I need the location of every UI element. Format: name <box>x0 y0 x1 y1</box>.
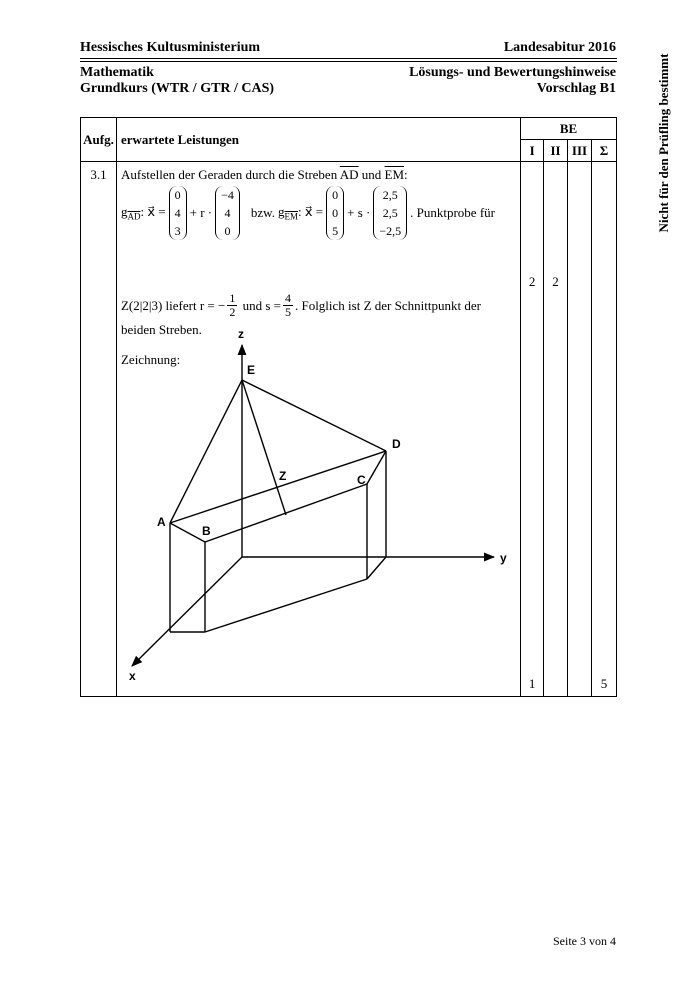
fraction-s: $\frac{4}{5}$ <box>284 291 291 319</box>
label-y-axis: y <box>499 551 507 565</box>
proposal: Vorschlag B1 <box>536 81 616 96</box>
label-point-d: D <box>391 437 401 451</box>
sidebar-note <box>652 40 676 245</box>
task-line-1: Aufstellen der Geraden durch die Streben $\overline{AD}$ und $\overline{EM}$: <box>120 167 408 182</box>
drawing-label: Zeichnung: <box>120 352 181 367</box>
exam-title: Landesabitur 2016 <box>503 40 616 55</box>
be-level-1-bottom: 1 <box>528 676 536 691</box>
conclusion-line: beiden Streben. <box>120 322 202 337</box>
segment-em: $\overline{EM}$ <box>384 167 405 182</box>
be-level-2 <box>544 162 568 697</box>
be-level-3 <box>568 162 592 697</box>
sidebar-note-text: Nicht für den Prüfling bestimmt <box>656 53 671 232</box>
label-z-axis: z <box>237 327 244 341</box>
header-level-2: II <box>544 140 568 162</box>
segment-ad: $\overline{AD}$ <box>339 167 359 182</box>
vector-ad: −4 4 0 <box>215 186 240 240</box>
header-level-1: I <box>521 140 544 162</box>
header-task: Aufg. <box>81 118 117 162</box>
header-rule-bottom <box>80 61 617 62</box>
header-expected: erwartete Leistungen <box>116 118 520 162</box>
label-point-e: E <box>246 363 255 377</box>
ministry-name: Hessisches Kultusministerium <box>80 40 261 55</box>
prism-drawing <box>117 162 522 698</box>
label-point-a: A <box>156 515 166 529</box>
fraction-r: $\frac{1}{2}$ <box>229 291 236 319</box>
document-type: Lösungs- und Bewertungshinweise <box>409 65 616 80</box>
be-level-2-top: 2 <box>552 274 559 289</box>
label-point-b: B <box>201 524 211 538</box>
label-x-axis: x <box>128 669 136 683</box>
vector-a: 0 4 3 <box>169 186 187 240</box>
point-test-line: Z(2|2|3) liefert r = − $\frac{1}{2}$ und s = $\frac{4}{5}$ . Folglich ist Z der Schnittpunkt der <box>120 291 481 319</box>
be-level-1-top: 2 <box>528 274 536 289</box>
subject: Mathematik <box>80 65 154 80</box>
course: Grundkurs (WTR / GTR / CAS) <box>80 81 275 96</box>
be-sum-bottom: 5 <box>600 676 608 691</box>
label-point-z: Z <box>278 469 287 483</box>
task-number: 3.1 <box>81 162 117 697</box>
vector-e: 0 0 5 <box>326 186 344 240</box>
label-point-c: C <box>356 473 366 487</box>
line-equations: $g_{\overline{AD}}$: x⃗ = 0 4 3 + r · −4 4 0 bzw. $g_{\overline{EM}}$: x⃗ = 0 0 5 + s · 2,5 2,5 −2,5 . Punktprobe für <box>120 188 495 238</box>
header-rule-top <box>80 58 617 59</box>
be-level-1 <box>521 162 544 697</box>
page-number: Seite 3 von 4 <box>553 934 616 948</box>
solution-table <box>80 117 617 697</box>
struts <box>170 380 386 523</box>
expected-content <box>116 162 520 697</box>
prism-edges <box>170 451 386 632</box>
x-axis <box>132 557 242 666</box>
header-level-3: III <box>568 140 592 162</box>
header-sum: Σ <box>592 140 617 162</box>
vector-em: 2,5 2,5 −2,5 <box>373 186 407 240</box>
header-be: BE <box>521 118 617 140</box>
be-sum <box>592 162 617 697</box>
